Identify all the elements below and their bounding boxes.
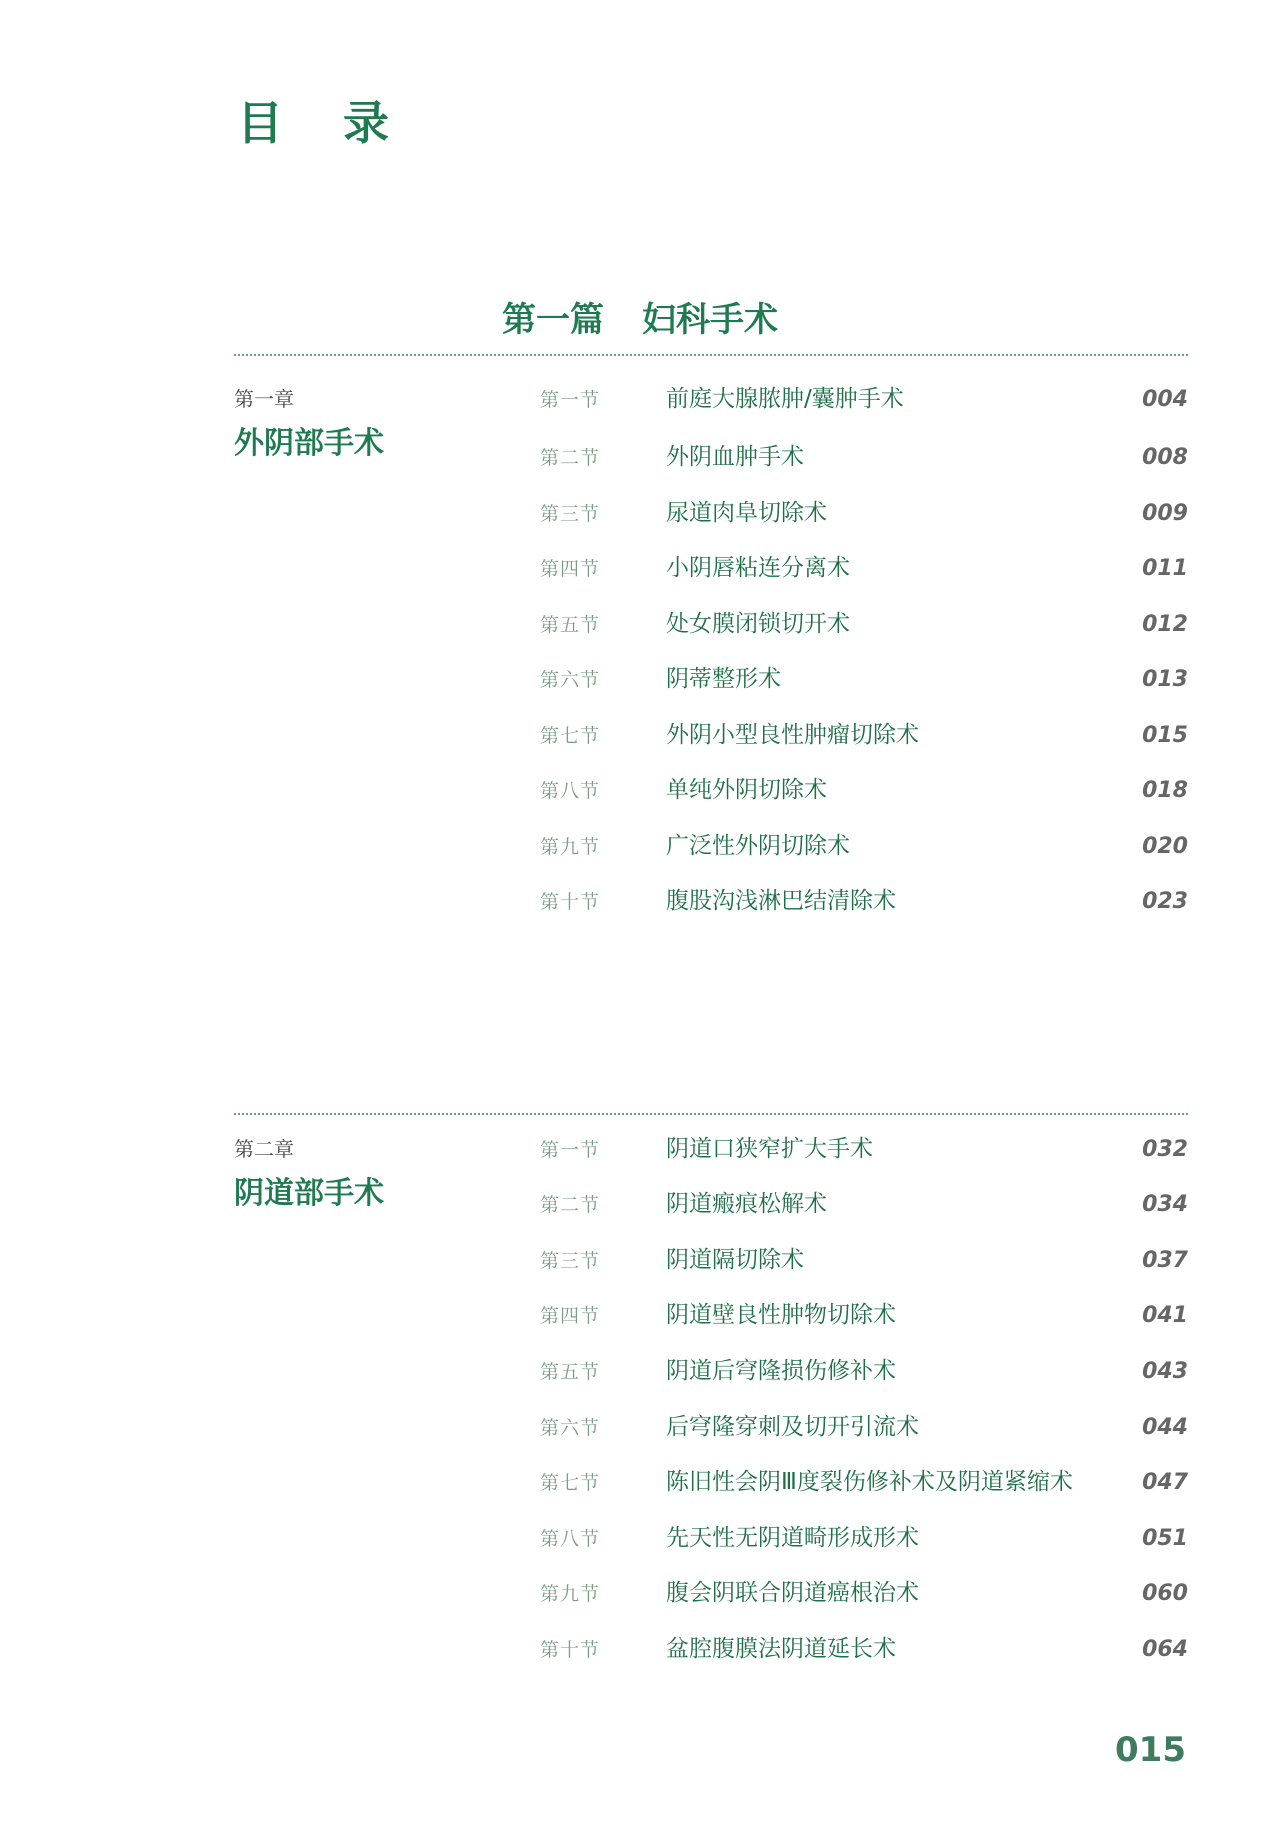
toc-entry[interactable] bbox=[540, 662, 1188, 698]
section-title: 广泛性外阴切除术 bbox=[666, 833, 850, 859]
section-page-number: 064 bbox=[1142, 1637, 1188, 1662]
toc-entry[interactable] bbox=[540, 1576, 1188, 1612]
section-page-number: 012 bbox=[1142, 612, 1188, 637]
section-page-number: 008 bbox=[1142, 445, 1188, 470]
chapter-title: 外阴部手术 bbox=[234, 426, 384, 461]
toc-entry[interactable] bbox=[540, 551, 1188, 587]
page-number: 015 bbox=[1115, 1730, 1186, 1770]
section-number: 第四节 bbox=[540, 558, 601, 580]
section-page-number: 034 bbox=[1142, 1192, 1188, 1217]
dotted-divider bbox=[234, 1113, 1188, 1115]
section-page-number: 051 bbox=[1142, 1526, 1188, 1551]
toc-entry[interactable] bbox=[540, 1465, 1188, 1501]
toc-entry[interactable] bbox=[540, 1632, 1188, 1668]
toc-heading bbox=[237, 96, 389, 150]
section-number: 第五节 bbox=[540, 614, 601, 636]
section-number: 第九节 bbox=[540, 836, 601, 858]
section-number: 第七节 bbox=[540, 725, 601, 747]
section-title: 前庭大腺脓肿/囊肿手术 bbox=[666, 386, 904, 412]
toc-entry[interactable] bbox=[540, 1187, 1188, 1223]
section-page-number: 041 bbox=[1142, 1303, 1188, 1328]
section-title: 单纯外阴切除术 bbox=[666, 777, 827, 803]
section-title: 外阴血肿手术 bbox=[666, 444, 804, 470]
toc-entry[interactable] bbox=[540, 1410, 1188, 1446]
toc-entry[interactable] bbox=[540, 1354, 1188, 1390]
section-title: 后穹隆穿刺及切开引流术 bbox=[666, 1414, 919, 1440]
section-number: 第四节 bbox=[540, 1305, 601, 1327]
toc-entry[interactable] bbox=[540, 718, 1188, 754]
part-title bbox=[0, 298, 1280, 342]
section-number: 第七节 bbox=[540, 1472, 601, 1494]
section-page-number: 023 bbox=[1142, 889, 1188, 914]
section-number: 第十节 bbox=[540, 1639, 601, 1661]
section-page-number: 032 bbox=[1142, 1137, 1188, 1162]
section-title: 阴蒂整形术 bbox=[666, 666, 781, 692]
toc-entry[interactable] bbox=[540, 440, 1188, 476]
toc-entry[interactable] bbox=[540, 1521, 1188, 1557]
toc-entry[interactable] bbox=[540, 607, 1188, 643]
section-number: 第二节 bbox=[540, 447, 601, 469]
section-title: 腹股沟浅淋巴结清除术 bbox=[666, 888, 896, 914]
section-page-number: 044 bbox=[1142, 1415, 1188, 1440]
section-page-number: 020 bbox=[1142, 834, 1188, 859]
chapter-title: 阴道部手术 bbox=[234, 1176, 384, 1211]
section-number: 第六节 bbox=[540, 1417, 601, 1439]
toc-entry[interactable] bbox=[540, 1132, 1188, 1168]
toc-heading-char-1: 目 bbox=[237, 96, 283, 150]
section-title: 盆腔腹膜法阴道延长术 bbox=[666, 1636, 896, 1662]
section-title: 阴道瘢痕松解术 bbox=[666, 1191, 827, 1217]
section-page-number: 004 bbox=[1142, 387, 1188, 412]
section-number: 第三节 bbox=[540, 1250, 601, 1272]
section-number: 第五节 bbox=[540, 1361, 601, 1383]
section-number: 第八节 bbox=[540, 1528, 601, 1550]
section-title: 阴道壁良性肿物切除术 bbox=[666, 1302, 896, 1328]
toc-entry[interactable] bbox=[540, 1243, 1188, 1279]
dotted-divider bbox=[234, 354, 1188, 356]
section-title: 先天性无阴道畸形成形术 bbox=[666, 1525, 919, 1551]
toc-entry[interactable] bbox=[540, 382, 1188, 418]
toc-heading-char-2: 录 bbox=[343, 96, 389, 150]
part-name: 妇科手术 bbox=[642, 300, 778, 340]
section-number: 第一节 bbox=[540, 1139, 601, 1161]
section-title: 外阴小型良性肿瘤切除术 bbox=[666, 722, 919, 748]
section-title: 阴道口狭窄扩大手术 bbox=[666, 1136, 873, 1162]
toc-entry[interactable] bbox=[540, 773, 1188, 809]
toc-entry[interactable] bbox=[540, 884, 1188, 920]
section-number: 第九节 bbox=[540, 1583, 601, 1605]
toc-entry[interactable] bbox=[540, 829, 1188, 865]
section-page-number: 047 bbox=[1142, 1470, 1188, 1495]
part-number: 第一篇 bbox=[502, 300, 604, 340]
section-page-number: 009 bbox=[1142, 501, 1188, 526]
toc-entry[interactable] bbox=[540, 496, 1188, 532]
section-number: 第八节 bbox=[540, 780, 601, 802]
section-page-number: 011 bbox=[1142, 556, 1188, 581]
section-page-number: 037 bbox=[1142, 1248, 1188, 1273]
chapter-number: 第一章 bbox=[234, 387, 294, 411]
section-page-number: 013 bbox=[1142, 667, 1188, 692]
section-title: 阴道隔切除术 bbox=[666, 1247, 804, 1273]
section-title: 尿道肉阜切除术 bbox=[666, 500, 827, 526]
section-page-number: 043 bbox=[1142, 1359, 1188, 1384]
section-page-number: 015 bbox=[1142, 723, 1188, 748]
section-number: 第十节 bbox=[540, 891, 601, 913]
section-title: 处女膜闭锁切开术 bbox=[666, 611, 850, 637]
section-title: 小阴唇粘连分离术 bbox=[666, 555, 850, 581]
section-page-number: 018 bbox=[1142, 778, 1188, 803]
section-number: 第三节 bbox=[540, 503, 601, 525]
section-number: 第一节 bbox=[540, 389, 601, 411]
section-title: 陈旧性会阴Ⅲ度裂伤修补术及阴道紧缩术 bbox=[666, 1469, 1073, 1495]
section-page-number: 060 bbox=[1142, 1581, 1188, 1606]
section-title: 阴道后穹隆损伤修补术 bbox=[666, 1358, 896, 1384]
toc-entry[interactable] bbox=[540, 1298, 1188, 1334]
section-number: 第六节 bbox=[540, 669, 601, 691]
chapter-number: 第二章 bbox=[234, 1137, 294, 1161]
section-title: 腹会阴联合阴道癌根治术 bbox=[666, 1580, 919, 1606]
section-number: 第二节 bbox=[540, 1194, 601, 1216]
